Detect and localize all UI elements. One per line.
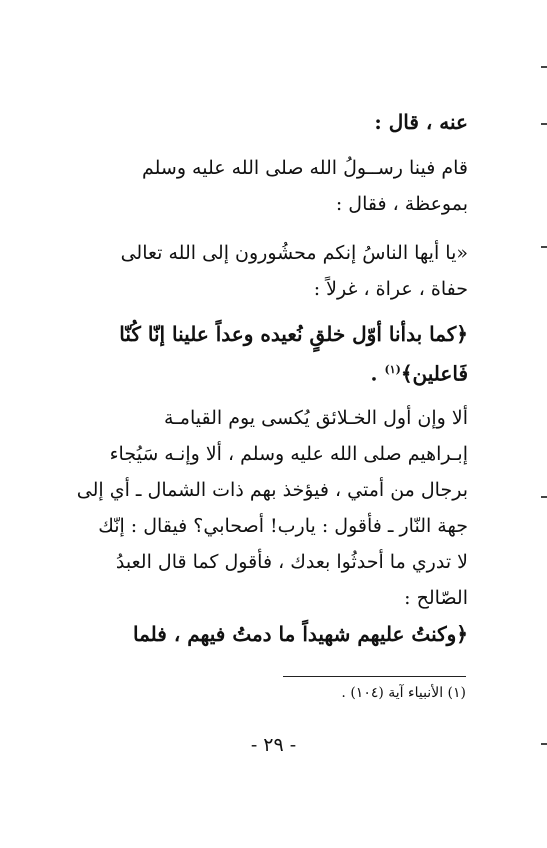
text-line: برجال من أمتي ، فيؤخذ بهم ذات الشمال ـ أي إلى xyxy=(76,479,468,501)
footnote: (١) الأنبياء آية (١٠٤) . xyxy=(341,685,466,701)
page-edge-mark xyxy=(541,66,547,68)
text-line: لا تدري ما أحدثُوا بعدك ، فأقول كما قال العبدُ xyxy=(115,551,468,573)
quran-verse-block xyxy=(68,316,468,392)
page-number: - ٢٩ - xyxy=(250,734,297,756)
page-edge-mark xyxy=(541,123,547,125)
text-line: بموعظة ، فقال : xyxy=(335,193,468,215)
text-line: إبـراهيم صلى الله عليه وسلم ، ألا وإنـه سَيُجاء xyxy=(109,443,468,465)
text-line: ﴿وكنتُ عليهم شهيداً ما دمتُ فيهم ، فلما xyxy=(133,622,468,646)
text-line: حفاة ، عراة ، غرلاً : xyxy=(313,278,468,300)
text-line: قام فينا رســولُ الله صلى الله عليه وسلم xyxy=(141,157,468,179)
text-line: ألا وإن أول الخـلائق يُكسى يوم القيامـة xyxy=(164,407,468,429)
footnote-reference: (١) xyxy=(384,363,401,376)
paragraph-intro xyxy=(68,104,468,140)
quran-verse-block xyxy=(68,616,468,652)
paragraph-hadith-opening xyxy=(68,235,468,307)
page-edge-mark xyxy=(541,496,547,498)
paragraph-hadith-body xyxy=(68,400,468,616)
text-line: «يا أيها الناسُ إنكم محشُورون إلى الله تعالى xyxy=(120,242,468,264)
verse-end: فَاعلين﴾ xyxy=(400,361,468,386)
text-line: ﴿كما بدأنا أوّل خلقٍ نُعيده وعداً علينا إنّا كُنّا xyxy=(119,322,468,346)
paragraph-sermon xyxy=(68,150,468,222)
text-line: جهة النّار ـ فأقول : يارب! أصحابي؟ فيقال : إنّك xyxy=(98,515,468,537)
page-edge-mark xyxy=(541,246,547,248)
text-line: فَاعلين﴾$^{(١)}$ . xyxy=(370,361,468,386)
text-line: عنه ، قال : xyxy=(374,110,468,134)
text-line: الصّالح : xyxy=(404,587,468,609)
footnote-divider xyxy=(283,676,466,677)
